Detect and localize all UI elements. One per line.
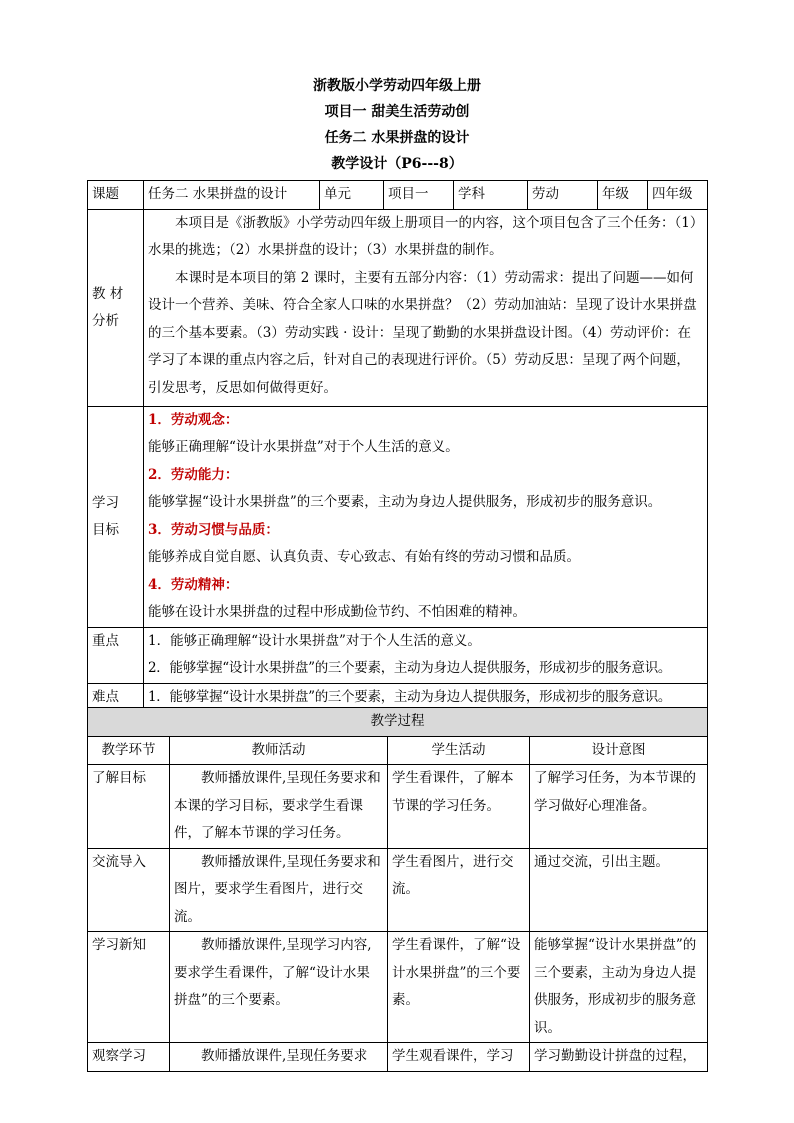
stage-cell: 学习新知: [88, 932, 170, 1043]
topic-label: 课题: [88, 181, 144, 210]
difficult-point-1: 1．能够掌握“设计水果拼盘”的三个要素，主动为身边人提供服务，形成初步的服务意识。: [148, 688, 672, 705]
stage-cell: 了解目标: [88, 765, 170, 849]
key-points-label: 重点: [88, 627, 144, 683]
process-title-row: [88, 708, 708, 737]
intent-cell: 通过交流，引出主题。: [530, 848, 708, 932]
student-cell: 学生看图片，进行交流。: [388, 848, 530, 932]
process-title: 教学过程: [88, 708, 708, 737]
teacher-cell: [170, 765, 388, 849]
goal-title-1: 1．劳动观念：: [148, 411, 239, 428]
header-intent: 设计意图: [530, 736, 708, 765]
grade-label: 年级: [598, 181, 648, 210]
analysis-content: [144, 209, 708, 406]
goal-text-3: 能够养成自觉自愿、认真负责、专心致志、有始有终的劳动习惯和品质。: [148, 549, 580, 565]
goal-text-1: 能够正确理解“设计水果拼盘”对于个人生活的意义。: [148, 439, 459, 455]
header-student: 学生活动: [388, 736, 530, 765]
teacher-text: 教师播放课件,呈现学习内容,要求学生看课件，了解“设计水果拼盘”的三个要素。: [174, 937, 372, 1008]
analysis-label: 教 材 分析: [88, 209, 144, 406]
key-points-content: [144, 627, 708, 683]
key-point-1: 1．能够正确理解“设计水果拼盘”对于个人生活的意义。: [148, 632, 481, 649]
header-stage: 教学环节: [88, 736, 170, 765]
header-teacher: 教师活动: [170, 736, 388, 765]
doc-heading-2: 项目一 甜美生活劳动创: [324, 104, 470, 120]
table-row: [88, 1043, 708, 1072]
goal-title-2: 2．劳动能力：: [148, 466, 239, 483]
teacher-cell: [170, 848, 388, 932]
key-point-2: 2．能够掌握“设计水果拼盘”的三个要素，主动为身边人提供服务，形成初步的服务意识。: [148, 660, 672, 676]
student-cell: 学生看课件，了解“设计水果拼盘”的三个要素。: [388, 932, 530, 1043]
teacher-text: 教师播放课件,呈现任务要求和本课的学习目标，要求学生看课件，了解本节课的学习任务。: [174, 770, 381, 841]
doc-heading-4: 教学设计（P6---8）: [331, 156, 463, 172]
doc-heading-1: 浙教版小学劳动四年级上册: [313, 78, 481, 94]
teacher-text: 教师播放课件,呈现任务要求: [201, 1048, 368, 1064]
goals-label: 学习 目标: [88, 406, 144, 627]
teaching-process-table: [87, 707, 708, 1072]
goal-text-4: 能够在设计水果拼盘的过程中形成勤俭节约、不怕困难的精神。: [148, 604, 526, 620]
goal-title-4: 4．劳动精神：: [148, 576, 239, 593]
stage-cell: 观察学习: [88, 1043, 170, 1072]
analysis-row: [88, 209, 708, 406]
grade-value: 四年级: [648, 181, 708, 210]
analysis-paragraph-2: 本课时是本项目的第 2 课时，主要有五部分内容：（1）劳动需求：提出了问题——如何设计一个营养、美味、符合全家人口味的水果拼盘？（2）劳动加油站：呈现了设计水果拼盘的三个基本要素。（3）劳动实践 · 设计：呈现了勤勤的水果拼盘设计图。（4）劳动评价：在学习了本课的重点内容之后，针对自己的表现进行评价。（5）劳动反思：呈现了两个问题，引发思考，反思如何做得更好。: [148, 269, 697, 396]
table-row: [88, 848, 708, 932]
teacher-text: 教师播放课件,呈现任务要求和图片，要求学生看图片，进行交流。: [174, 853, 381, 925]
lesson-info-table: [87, 180, 708, 712]
analysis-paragraph-1: 本项目是《浙教版》小学劳动四年级上册项目一的内容，这个项目包含了三个任务：（1）水果的挑选；（2）水果拼盘的设计；（3）水果拼盘的制作。: [148, 214, 697, 258]
goal-text-2: 能够掌握“设计水果拼盘”的三个要素，主动为身边人提供服务，形成初步的服务意识。: [148, 494, 662, 510]
doc-heading-3: 任务二 水果拼盘的设计: [324, 130, 470, 146]
key-points-row: [88, 627, 708, 683]
intent-cell: 了解学习任务，为本节课的学习做好心理准备。: [530, 765, 708, 849]
goals-row: [88, 406, 708, 627]
unit-value: 项目一: [384, 181, 454, 210]
goals-content: [144, 406, 708, 627]
intent-cell: 能够掌握“设计水果拼盘”的三个要素，主动为身边人提供服务，形成初步的服务意识。: [530, 932, 708, 1043]
process-header-row: [88, 736, 708, 765]
intent-cell: 学习勤勤设计拼盘的过程，: [530, 1043, 708, 1072]
student-cell: 学生看课件，了解本节课的学习任务。: [388, 765, 530, 849]
table-row: [88, 932, 708, 1043]
difficult-points-label: 难点: [88, 683, 144, 712]
stage-cell: 交流导入: [88, 848, 170, 932]
topic-value: 任务二 水果拼盘的设计: [144, 181, 320, 210]
teacher-cell: [170, 1043, 388, 1072]
table-row: [88, 765, 708, 849]
info-row: [88, 181, 708, 210]
unit-label: 单元: [320, 181, 384, 210]
goal-title-3: 3．劳动习惯与品质：: [148, 521, 279, 538]
student-cell: 学生观看课件，学习: [388, 1043, 530, 1072]
teacher-cell: [170, 932, 388, 1043]
subject-value: 劳动: [528, 181, 598, 210]
subject-label: 学科: [454, 181, 528, 210]
